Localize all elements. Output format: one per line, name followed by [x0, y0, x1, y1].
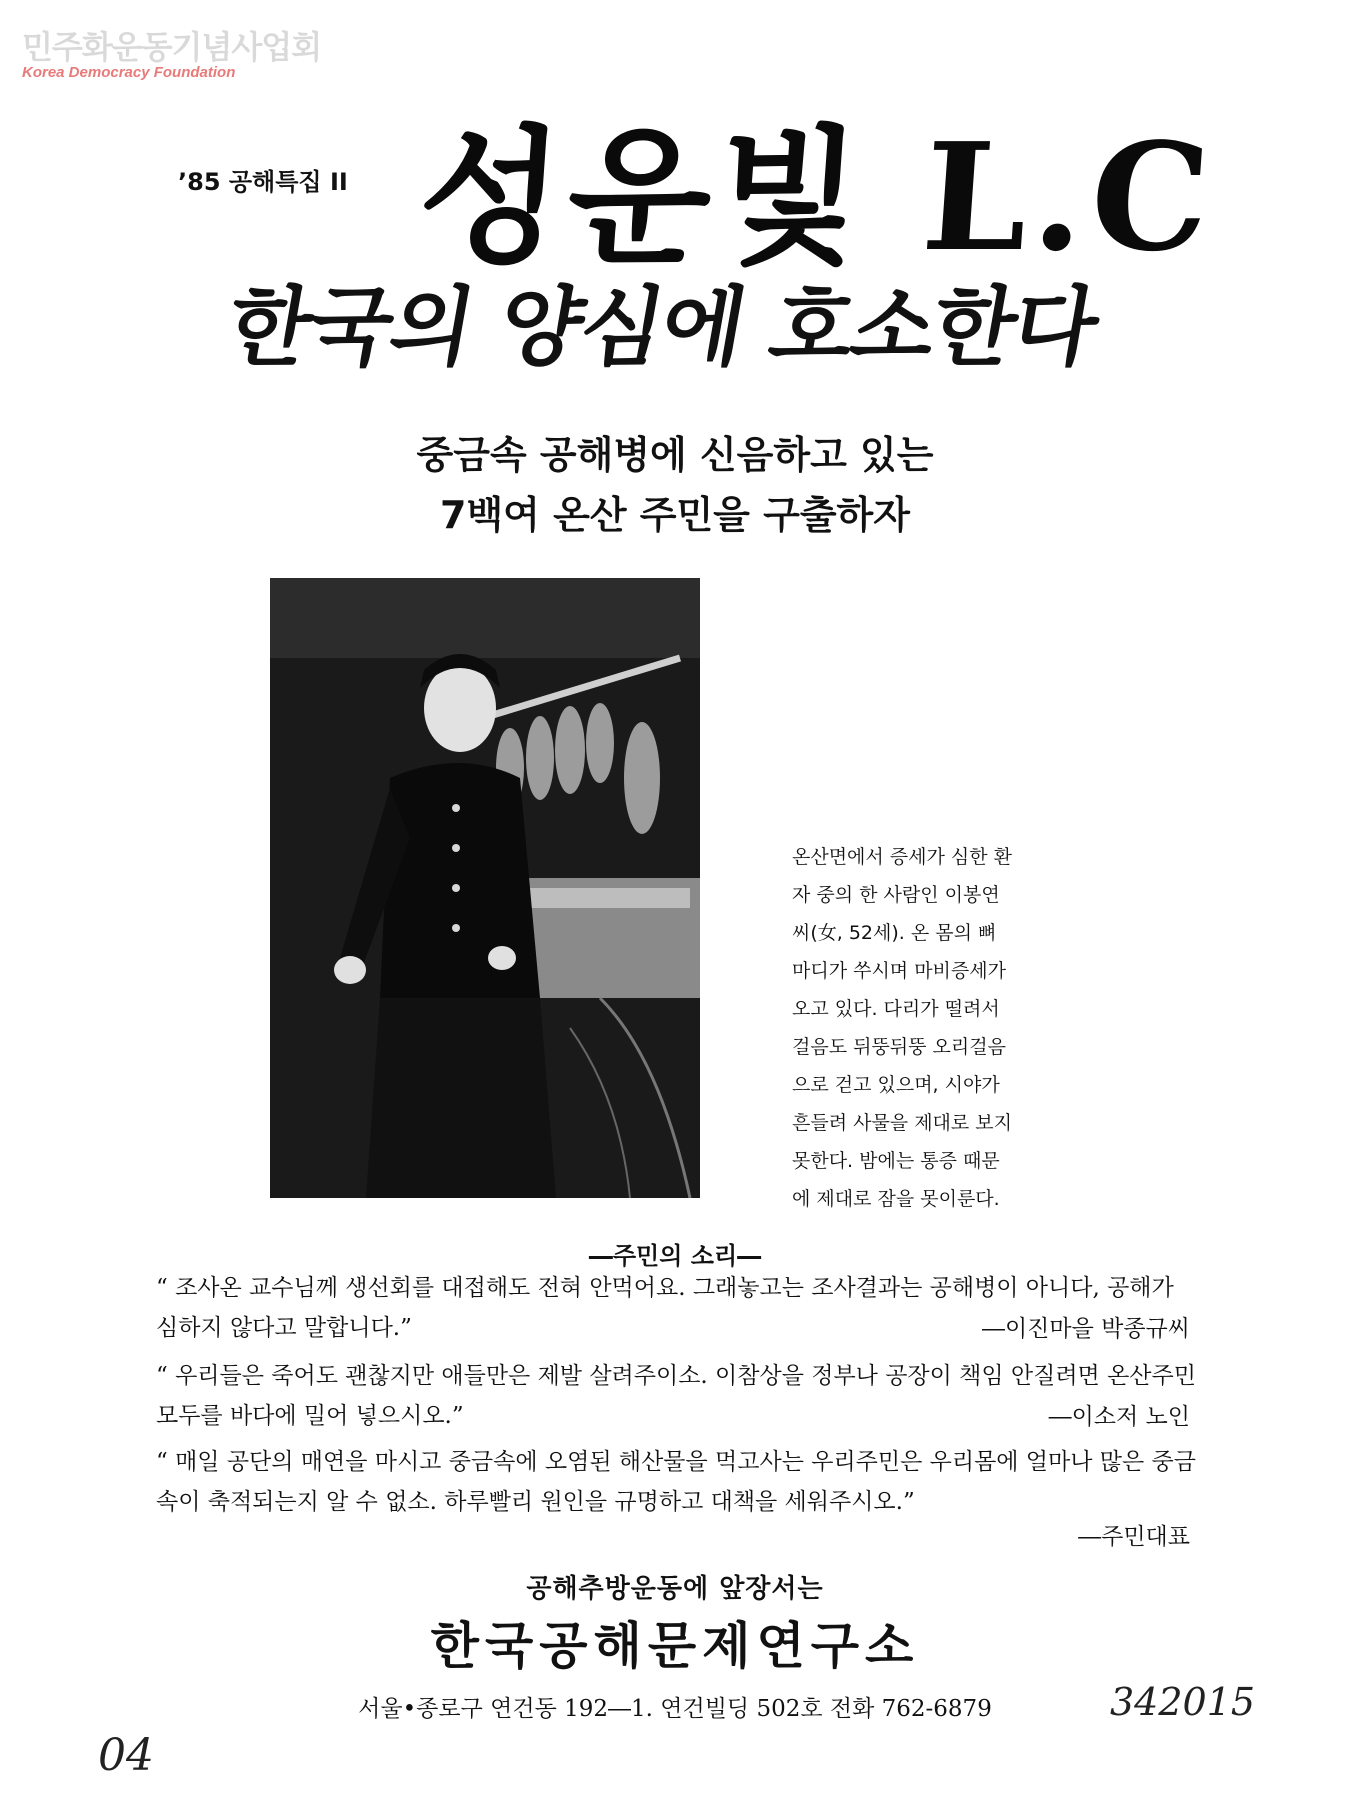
voice-attribution-1: ―이진마을 박종규씨 [981, 1316, 1190, 1342]
caption-line: 흔들려 사물을 제대로 보지 [792, 1112, 1013, 1134]
subtitle-line-1: 중금속 공해병에 신음하고 있는 [416, 433, 934, 477]
handwritten-note-left: 04 [98, 1730, 154, 1781]
footer-lead: 공해추방운동에 앞장서는 [526, 1574, 824, 1604]
headline: 한국의 양심에 호소한다 [219, 278, 1105, 378]
caption-line: 씨(女, 52세). 온 몸의 뼈 [792, 922, 997, 944]
series-label: ’85 공해특집 II [178, 168, 348, 196]
voice-quote-2: “ 우리들은 죽어도 괜찮지만 애들만은 제발 살려주이소. 이참상을 정부나 공장이 책임 안질려면 온산주민 모두를 바다에 밀어 넣으시오.” [156, 1363, 1196, 1429]
voice-quote-1: “ 조사온 교수님께 생선회를 대접해도 전혀 안먹어요. 그래놓고는 조사결과는 공해병이 아니다, 공해가 심하지 않다고 말합니다.” [156, 1275, 1174, 1341]
caption-line: 걸음도 뒤뚱뒤뚱 오리걸음 [792, 1036, 1006, 1058]
caption-line: 으로 걷고 있으며, 시야가 [792, 1074, 1000, 1096]
organization-name: 한국공해문제연구소 [430, 1617, 920, 1675]
caption-line: 못한다. 밤에는 통증 때문 [792, 1150, 1000, 1172]
voice-attribution-3: ―주민대표 [1078, 1524, 1190, 1550]
caption-line: 자 중의 한 사람인 이봉연 [792, 884, 1000, 906]
voice-attribution-2: ―이소저 노인 [1048, 1404, 1190, 1430]
watermark-korean: 민주화운동기념사업회 [22, 28, 322, 66]
watermark-english: Korea Democracy Foundation [22, 64, 236, 81]
handwritten-annotation: 성운빛 L.C [413, 110, 1222, 284]
caption-line: 오고 있다. 다리가 떨려서 [792, 998, 1000, 1020]
voice-quote-3: “ 매일 공단의 매연을 마시고 중금속에 오염된 해산물을 먹고사는 우리주민은 우리몸에 얼마나 많은 중금속이 축적되는지 알 수 없소. 하루빨리 원인을 규명하고 대책을 세워주시오.” [156, 1449, 1196, 1515]
voices-title: ―주민의 소리― [588, 1242, 762, 1270]
caption-line: 온산면에서 증세가 심한 환 [792, 846, 1013, 868]
caption-line: 마디가 쑤시며 마비증세가 [792, 960, 1006, 982]
organization-address: 서울•종로구 연건동 192―1. 연건빌딩 502호 전화 762-6879 [358, 1696, 992, 1722]
photo-caption [792, 838, 1092, 1218]
subtitle-line-2: 7백여 온산 주민을 구출하자 [440, 493, 910, 537]
caption-line: 에 제대로 잠을 못이룬다. [792, 1188, 1000, 1210]
handwritten-note-right: 342015 [1110, 1680, 1256, 1724]
resident-photo [270, 578, 700, 1198]
